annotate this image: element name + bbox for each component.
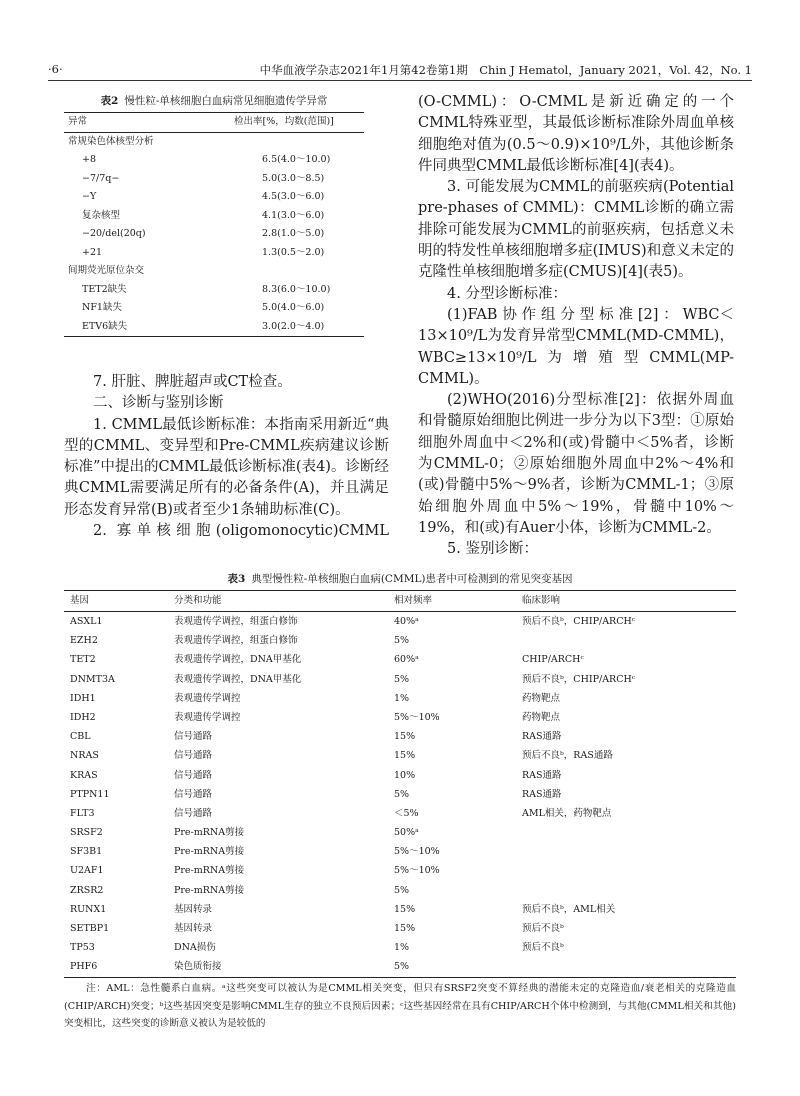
running-head: 中华血液学杂志2021年1月第42卷第1期 Chin J Hematol，January 2021，Vol. 42，No. 1 [259, 63, 752, 77]
table-2-cell-abnormality: +21 [82, 246, 103, 258]
table-3-cell-function: 信号通路 [174, 731, 213, 743]
table-2-cell-abnormality: −20/del(20q) [82, 228, 146, 239]
table-3-cell-gene: SF3B1 [70, 846, 103, 858]
table-3-cell-frequency: 1% [394, 942, 410, 954]
table-3-row [64, 842, 736, 861]
table-2-cell-abnormality: NF1缺失 [82, 302, 122, 313]
table-3-cell-gene: IDH1 [70, 692, 96, 704]
table-3-cell-function: 表观遗传学调控 [174, 711, 241, 723]
table-3-cell-gene: EZH2 [70, 635, 98, 647]
table-2-cell-rate: 5.0(4.0～6.0) [262, 302, 325, 313]
table-3-cell-frequency: 60%ᵃ [394, 654, 419, 666]
table-2-header-abnormality: 异常 [68, 116, 88, 127]
table-3-cell-impact: 药物靶点 [522, 711, 561, 723]
table-3-row [64, 900, 736, 919]
table-3-header-row [64, 591, 736, 611]
table-3-cell-frequency: 5% [394, 673, 410, 685]
table-3-cell-function: 表观遗传学调控，DNA甲基化 [174, 673, 302, 685]
table-3-header-frequency: 相对频率 [394, 595, 433, 606]
table-3-row [64, 881, 736, 900]
table-3-cell-gene: TET2 [70, 654, 96, 666]
table-2-cell-rate: 2.8(1.0～5.0) [262, 228, 325, 239]
table-3-cell-gene: RUNX1 [70, 903, 107, 915]
table-3-cell-frequency: ＜5% [394, 807, 419, 819]
table-2-cell-abnormality: 间期荧光原位杂交 [68, 265, 145, 276]
table-2-row [64, 207, 364, 226]
table-2-row [64, 318, 364, 337]
paragraph: 3. 可能发展为CMML的前驱疾病(Potential pre-phases of CMML)：CMML诊断的确立需排除可能发展为CMML的前驱疾病，包括意义未明的特发性单核细胞增多症(IMUS)和意义未定的克隆性单核细胞增多症(CMUS)[4](表5)。 [418, 179, 734, 281]
table-2-row [64, 225, 364, 244]
table-3-cell-impact: RAS通路 [522, 731, 562, 743]
table-3-row [64, 727, 736, 746]
table-3-cell-frequency: 10% [394, 769, 416, 781]
table-2-row [64, 151, 364, 170]
table-2-row [64, 244, 364, 263]
table-2 [64, 92, 364, 337]
table-2-row [64, 133, 364, 152]
table-3-cell-impact: 预后不良ᵇ，AML相关 [522, 903, 616, 915]
table-2-row [64, 262, 364, 281]
table-2-cell-rate: 8.3(6.0～10.0) [262, 283, 331, 295]
table-3-cell-impact: 预后不良ᵇ，RAS通路 [522, 750, 613, 762]
table-3-row [64, 785, 736, 804]
table-3-row [64, 631, 736, 650]
table-3-cell-frequency: 5%～10% [394, 711, 440, 723]
table-3-cell-function: 信号通路 [174, 807, 213, 819]
table-3-cell-function: 信号通路 [174, 769, 213, 781]
table-3-header-function: 分类和功能 [174, 595, 222, 606]
table-3-cell-gene: ASXL1 [70, 616, 103, 627]
table-3-cell-function: 信号通路 [174, 788, 213, 800]
table-2-cell-rate: 4.5(3.0～6.0) [262, 191, 325, 202]
paragraph: 7. 肝脏、脾脏超声或CT检查。 [93, 374, 292, 390]
table-3-row [64, 766, 736, 785]
right-column-text [418, 92, 734, 561]
table-3-row [64, 919, 736, 938]
table-3-cell-gene: KRAS [70, 769, 98, 781]
table-3-row [64, 861, 736, 880]
table-3-cell-gene: SRSF2 [70, 827, 103, 839]
table-2-cell-rate: 6.5(4.0～10.0) [262, 154, 331, 165]
table-3-caption [64, 570, 736, 590]
table-3-cell-impact: 预后不良ᵇ，CHIP/ARCHᶜ [522, 673, 636, 685]
table-3-cell-gene: TP53 [70, 942, 95, 954]
paragraph: (2)WHO(2016)分型标准[2]：依据外周血和骨髓原始细胞比例进一步分为以下3型：①原始细胞外周血中＜2%和(或)骨髓中＜5%者，诊断为CMML-0；②原始细胞外周血中2%～4%和(或)骨髓中5%～9%者，诊断为CMML-1；③原始细胞外周血中5%～19%，骨髓中10%～19%，和(或)有Auer小体，诊断为CMML-2。 [418, 392, 734, 536]
table-3-cell-impact: RAS通路 [522, 788, 562, 800]
table-3-cell-function: 基因转录 [174, 903, 213, 915]
table-3-row [64, 708, 736, 727]
table-2-cell-abnormality: ETV6缺失 [82, 320, 128, 332]
table-3-row [64, 650, 736, 669]
table-3-cell-frequency: 5%～10% [394, 846, 440, 858]
table-3-cell-gene: SETBP1 [70, 923, 110, 934]
table-3-cell-frequency: 5% [394, 635, 410, 647]
table-3-bottom-rule [64, 977, 736, 978]
table-3-row [64, 612, 736, 631]
table-2-cell-abnormality: −Y [82, 191, 97, 202]
table-3-cell-gene: FLT3 [70, 807, 95, 819]
table-3-cell-frequency: 15% [394, 903, 416, 915]
table-2-title: 慢性粒-单核细胞白血病常见细胞遗传学异常 [124, 95, 328, 107]
table-3-cell-function: Pre-mRNA剪接 [174, 865, 245, 877]
table-2-row [64, 170, 364, 189]
table-3-cell-impact: RAS通路 [522, 769, 562, 781]
table-3-title: 典型慢性粒-单核细胞白血病(CMML)患者中可检测到的常见突变基因 [251, 573, 573, 585]
table-3-cell-frequency: 5% [394, 788, 410, 800]
table-3-cell-impact: 预后不良ᵇ，CHIP/ARCHᶜ [522, 616, 636, 627]
table-2-cell-abnormality: TET2缺失 [82, 283, 127, 295]
table-2-row [64, 188, 364, 207]
table-3-cell-frequency: 5% [394, 961, 410, 973]
table-3-cell-function: Pre-mRNA剪接 [174, 884, 245, 896]
table-2-body [64, 133, 364, 337]
table-3-cell-frequency: 5% [394, 884, 410, 896]
table-3-cell-gene: IDH2 [70, 711, 96, 723]
table-3-cell-frequency: 1% [394, 692, 410, 704]
table-3-cell-function: 表观遗传学调控，组蛋白修饰 [174, 635, 298, 647]
table-3-cell-function: 表观遗传学调控，DNA甲基化 [174, 654, 302, 666]
table-3-cell-impact: 药物靶点 [522, 692, 561, 704]
section-heading: 二、诊断与鉴别诊断 [93, 395, 224, 412]
table-3-cell-gene: ZRSR2 [70, 884, 104, 896]
table-3-cell-function: 信号通路 [174, 750, 213, 762]
table-3-cell-gene: PHF6 [70, 961, 98, 973]
table-3-cell-frequency: 50%ᵃ [394, 827, 419, 839]
table-2-row [64, 299, 364, 318]
subsection-heading: 5. 鉴别诊断： [447, 541, 538, 558]
table-2-cell-abnormality: 复杂核型 [82, 209, 121, 221]
table-2-header-rate: 检出率[%，均数(范围)] [234, 116, 334, 127]
table-3-cell-frequency: 15% [394, 750, 416, 762]
table-3-cell-frequency: 40%ᵃ [394, 616, 419, 627]
paragraph: 1. CMML最低诊断标准：本指南采用新近“典型的CMML、变异型和Pre-CMML疾病建议诊断标准”中提出的CMML最低诊断标准(表4)。诊断经典CMML需要满足所有的必备条件(A)，并且满足形态发育异常(B)或者至少1条辅助标准(C)。 [64, 416, 389, 518]
table-3-row [64, 670, 736, 689]
header-rule [48, 80, 752, 81]
table-3-cell-gene: NRAS [70, 750, 99, 762]
left-column-text [64, 372, 389, 542]
table-2-cell-abnormality: −7/7q− [82, 172, 120, 184]
table-3-row [64, 689, 736, 708]
table-2-cell-abnormality: +8 [82, 154, 97, 165]
table-3-cell-function: 表观遗传学调控 [174, 692, 241, 704]
table-2-bottom-rule [64, 336, 364, 337]
subsection-heading: 4. 分型诊断标准： [447, 285, 567, 302]
table-2-label: 表2 [100, 95, 119, 107]
table-3-cell-gene: DNMT3A [70, 673, 115, 685]
table-3-row [64, 957, 736, 976]
table-2-cell-abnormality: 常规染色体核型分析 [68, 135, 154, 147]
table-3-cell-function: Pre-mRNA剪接 [174, 827, 245, 839]
table-3-label: 表3 [227, 573, 246, 585]
paragraph: (1)FAB协作组分型标准[2]：WBC＜13×10⁹/L为发育异常型CMML(MD-CMML)，WBC≥13×10⁹/L为增殖型CMML(MP-CMML)。 [418, 306, 734, 387]
table-3-cell-frequency: 5%～10% [394, 865, 440, 877]
table-3-row [64, 746, 736, 765]
table-3-cell-function: 染色质衔接 [174, 961, 222, 973]
table-3-cell-function: 表观遗传学调控，组蛋白修饰 [174, 616, 298, 627]
table-3 [64, 570, 736, 978]
table-3-cell-function: 基因转录 [174, 923, 213, 934]
table-3-header-gene: 基因 [70, 595, 90, 606]
table-3-row [64, 823, 736, 842]
table-2-header-row [64, 113, 364, 132]
page-number: ·6· [48, 62, 63, 76]
table-3-row [64, 938, 736, 957]
table-3-cell-frequency: 15% [394, 731, 416, 743]
table-3-cell-function: Pre-mRNA剪接 [174, 846, 245, 858]
paragraph: 2. 寡单核细胞(oligomonocytic)CMML [93, 523, 389, 540]
table-3-cell-impact: 预后不良ᵇ [522, 923, 564, 934]
table-3-cell-impact: CHIP/ARCHᶜ [522, 654, 584, 666]
table-3-cell-impact: AML相关，药物靶点 [522, 807, 612, 819]
table-2-cell-rate: 1.3(0.5～2.0) [262, 246, 325, 258]
footnote-text: 注：AML：急性髓系白血病。ᵃ这些突变可以被认为是CMML相关突变，但只有SRSF2突变不算经典的潜能未定的克隆造血/衰老相关的克隆造血(CHIP/ARCH)突变；ᵇ这些基因突变是影响CMML生存的独立不良预后因素；ᶜ这些基因经常在具有CHIP/ARCH个体中检测到，与其他(CMML相关和其他)突变相比，这些突变的诊断意义被认为是较低的 [64, 983, 736, 1029]
table-2-cell-rate: 5.0(3.0～8.5) [262, 172, 325, 184]
table-3-cell-function: DNA损伤 [174, 942, 216, 954]
table-3-cell-gene: PTPN11 [70, 788, 110, 800]
table-3-row [64, 804, 736, 823]
paragraph: (O-CMML)：O-CMML是新近确定的一个CMML特殊亚型，其最低诊断标准除外周血单核细胞绝对值为(0.5～0.9)×10⁹/L外，其他诊断条件同典型CMML最低诊断标准[4](表4)。 [418, 94, 734, 174]
table-2-caption [64, 92, 364, 112]
table-3-header-impact: 临床影响 [522, 595, 561, 606]
table-3-footnote [64, 980, 736, 1033]
table-2-row [64, 281, 364, 300]
page-header [48, 62, 752, 78]
table-2-cell-rate: 4.1(3.0～6.0) [262, 209, 325, 221]
table-3-body [64, 612, 736, 977]
table-3-cell-gene: U2AF1 [70, 865, 104, 877]
table-3-cell-gene: CBL [70, 731, 91, 743]
table-3-cell-impact: 预后不良ᵇ [522, 942, 564, 954]
table-3-cell-frequency: 15% [394, 923, 416, 934]
table-2-cell-rate: 3.0(2.0～4.0) [262, 320, 325, 332]
